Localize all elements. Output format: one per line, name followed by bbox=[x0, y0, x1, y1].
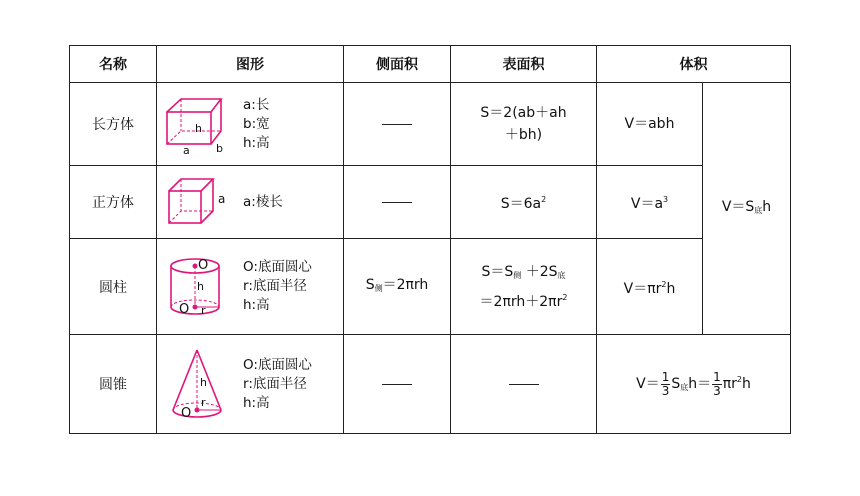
fraction-one-third: $\frac{1}{3}$ bbox=[661, 369, 670, 398]
cone-label-o: O bbox=[181, 406, 192, 421]
cube-shape-cell bbox=[157, 166, 344, 239]
cylinder-label-h: h bbox=[197, 279, 204, 293]
legend-item: r:底面半径 bbox=[243, 278, 307, 294]
legend-item: a:棱长 bbox=[243, 193, 283, 210]
cylinder-lateral-area: $S_侧=2\pi rh$ bbox=[344, 239, 451, 335]
dash-mark bbox=[382, 124, 412, 125]
legend-item: h:高 bbox=[243, 134, 270, 151]
cuboid-lateral-area bbox=[344, 83, 451, 166]
cone-lateral-area bbox=[344, 335, 451, 434]
cube-label-a: a bbox=[218, 192, 226, 206]
row-cube bbox=[70, 166, 791, 239]
header-row bbox=[70, 46, 791, 83]
cone-label-h: h bbox=[200, 376, 207, 389]
header-volume: 体积 bbox=[597, 46, 791, 83]
legend-item: b:宽 bbox=[243, 115, 270, 132]
cube-legend bbox=[243, 193, 283, 212]
cone-shape-cell bbox=[157, 335, 344, 434]
cylinder-legend bbox=[243, 258, 312, 315]
legend-item: O:底面圆心 bbox=[243, 356, 312, 373]
cone-label-r: r bbox=[201, 396, 206, 409]
formula-table bbox=[69, 45, 791, 434]
header-shape: 图形 bbox=[157, 46, 344, 83]
dash-mark bbox=[382, 202, 412, 203]
cone-volume: V＝ $\frac{1}{3}$ $S_底h=$ $\frac{1}{3}$ $\pi r^2h$ bbox=[597, 335, 791, 434]
fraction-one-third: $\frac{1}{3}$ bbox=[713, 369, 721, 398]
cuboid-name: 长方体 bbox=[70, 83, 157, 166]
cylinder-figure bbox=[163, 253, 233, 321]
cube-name: 正方体 bbox=[70, 166, 157, 239]
dash-mark bbox=[382, 384, 412, 385]
cuboid-legend bbox=[243, 96, 270, 153]
header-name: 名称 bbox=[70, 46, 157, 83]
cuboid-label-b: b bbox=[216, 142, 223, 155]
header-surface-area: 表面积 bbox=[451, 46, 597, 83]
cylinder-label-top-o: O bbox=[198, 257, 209, 273]
row-cone bbox=[70, 335, 791, 434]
cone-figure bbox=[163, 346, 233, 422]
cylinder-label-bottom-o: O bbox=[179, 301, 190, 317]
merged-volume-formula: $V=S_底h$ bbox=[703, 83, 791, 335]
legend-item: h:高 bbox=[243, 394, 270, 411]
cuboid-surface-area: S＝2(ab＋ah ＋bh) bbox=[451, 83, 597, 166]
legend-item: a:长 bbox=[243, 96, 270, 113]
row-cuboid bbox=[70, 83, 791, 166]
legend-item: h:高 bbox=[243, 297, 270, 313]
cuboid-shape-cell bbox=[157, 83, 344, 166]
cube-lateral-area bbox=[344, 166, 451, 239]
cuboid-volume: V＝abh bbox=[597, 83, 703, 166]
cube-surface-area: $S=6a^2$ bbox=[451, 166, 597, 239]
cuboid-label-h: h bbox=[195, 122, 202, 135]
header-lateral-area: 侧面积 bbox=[344, 46, 451, 83]
cube-volume: $V=a^3$ bbox=[597, 166, 703, 239]
cylinder-surface-area: $S=S_侧 +2S_底$ $=2\pi rh+2\pi r^2$ bbox=[451, 239, 597, 335]
cylinder-name: 圆柱 bbox=[70, 239, 157, 335]
cuboid-figure bbox=[163, 92, 233, 156]
row-cylinder bbox=[70, 239, 791, 335]
legend-item: O:底面圆心 bbox=[243, 259, 312, 275]
dash-mark bbox=[509, 384, 539, 385]
cylinder-shape-cell bbox=[157, 239, 344, 335]
cylinder-label-r: r bbox=[201, 303, 206, 317]
legend-item: r:底面半径 bbox=[243, 375, 307, 392]
cuboid-label-a: a bbox=[183, 144, 190, 156]
cube-figure bbox=[163, 173, 233, 231]
cylinder-volume: $V=\pi r^2h$ bbox=[597, 239, 703, 335]
cone-legend bbox=[243, 356, 312, 413]
cone-surface-area bbox=[451, 335, 597, 434]
cone-name: 圆锥 bbox=[70, 335, 157, 434]
